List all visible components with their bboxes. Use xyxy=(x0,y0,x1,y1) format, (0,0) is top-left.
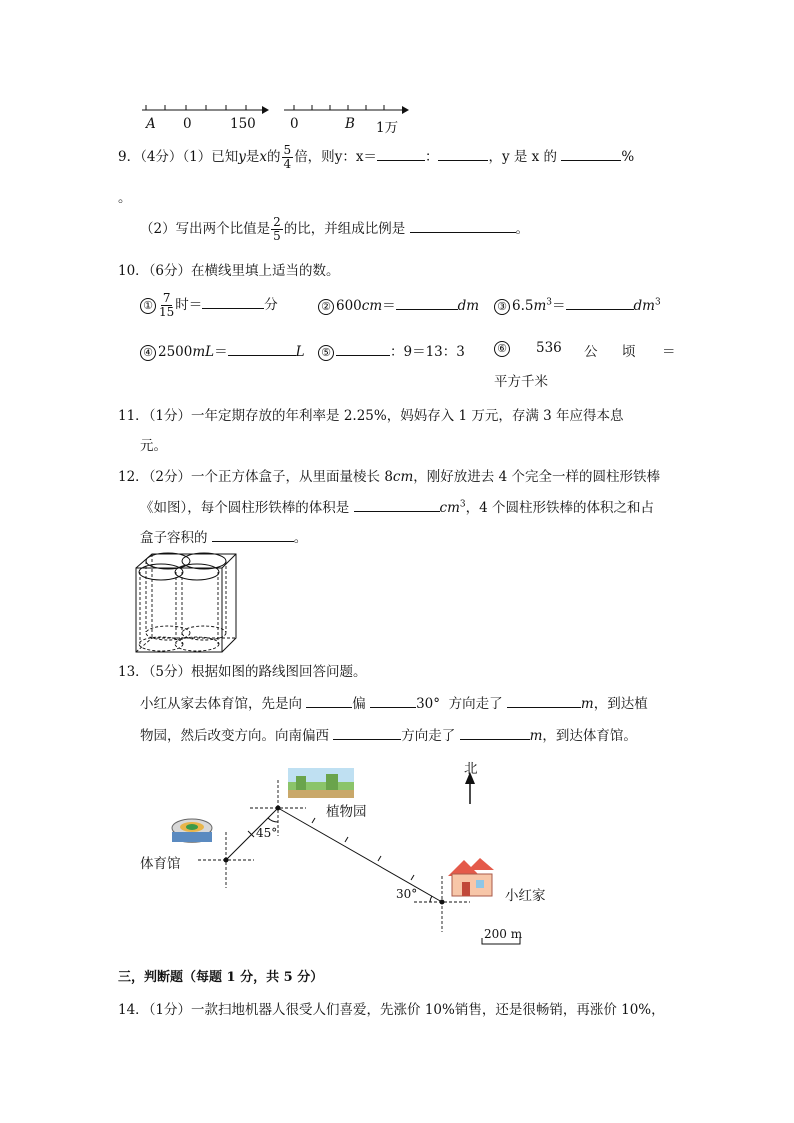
map-scale-label: 200 m xyxy=(484,927,523,941)
q10-blank-1[interactable] xyxy=(202,294,264,309)
map-home-label: 小红家 xyxy=(505,888,546,904)
numberline2-label-0: 0 xyxy=(290,116,299,132)
numberline-label-0: 0 xyxy=(183,116,192,132)
q10-item-6: ⑥ 536 公 顷 ＝ xyxy=(494,340,674,357)
q10-blank-3[interactable] xyxy=(566,295,634,310)
q9-line2: （2）写出两个比值是 $\frac{2}{5}$ 的比，并组成比例是 。 xyxy=(140,215,530,243)
q13-prompt: 13．（5分）根据如图的路线图回答问题。 xyxy=(118,664,367,680)
q10-prompt: 10．（6分）在横线里填上适当的数。 xyxy=(118,263,340,279)
q13-blank-5[interactable] xyxy=(460,725,530,740)
botanical-garden-icon xyxy=(288,768,354,798)
section3-title: 三，判断题（每题 1 分，共 5 分） xyxy=(118,970,324,985)
numberline-label-150: 150 xyxy=(230,116,256,132)
map-north-label: 北 xyxy=(464,761,478,777)
q10-blank-5[interactable] xyxy=(336,341,390,356)
q13-blank-4[interactable] xyxy=(333,725,401,740)
q10-item-5: ⑤ ：9＝13：3 xyxy=(318,340,465,361)
q9-blank-4[interactable] xyxy=(410,218,516,233)
q10-item-6-unit: 平方千米 xyxy=(494,374,548,390)
stadium-icon xyxy=(172,819,212,843)
cube-cylinders-figure xyxy=(134,552,238,654)
route-map xyxy=(130,752,550,952)
q12-line1: 12．（2分）一个正方体盒子，从里面量棱长 8cm，刚好放进去 4 个完全一样的圆柱形铁棒 xyxy=(118,469,660,485)
map-angle-30: 30° xyxy=(396,887,418,901)
q13-blank-3[interactable] xyxy=(507,693,581,708)
numberline-label-a: A xyxy=(146,116,156,132)
house-icon xyxy=(448,858,494,896)
fraction-5-4: $\frac{5}{4}$ xyxy=(283,143,292,171)
q14-line1: 14．（1分）一款扫地机器人很受人们喜爱，先涨价 10%销售，还是很畅销，再涨价 10%， xyxy=(118,1002,665,1018)
fraction-2-5: $\frac{2}{5}$ xyxy=(273,215,281,243)
q10-item-3: ③ $6.5m^3= dm^3$ xyxy=(494,294,661,315)
q12-blank-1[interactable] xyxy=(354,497,440,512)
map-angle-45: 45° xyxy=(256,826,278,840)
q9-blank-3[interactable] xyxy=(561,146,621,161)
q13-blank-2[interactable] xyxy=(370,693,416,708)
q9-line1: 9．（4分）（1）已知y是x的 $\frac{5}{4}$ 倍，则y：x＝ ： ，y 是 x 的 % xyxy=(118,143,635,171)
q9-period: 。 xyxy=(118,190,132,206)
q11-line2: 元。 xyxy=(140,438,167,454)
q9-blank-1[interactable] xyxy=(377,146,425,161)
q12-blank-2[interactable] xyxy=(212,527,294,542)
q13-line2: 物园，然后改变方向。向南偏西 方向走了 m，到达体育馆。 xyxy=(140,724,637,744)
q11-line1: 11．（1分）一年定期存放的年利率是 2.25%，妈妈存入 1 万元，存满 3 年应得本息 xyxy=(118,408,624,424)
numberline2-label-b: B xyxy=(345,116,355,132)
q10-item-1: ① $\frac{7}{15}$ 时＝ 分 xyxy=(140,292,278,319)
q9-blank-2[interactable] xyxy=(438,146,488,161)
q12-line3: 盒子容积的 。 xyxy=(140,526,307,546)
q13-line1: 小红从家去体育馆，先是向 偏 30° 方向走了 m，到达植 xyxy=(140,692,648,712)
q10-blank-4[interactable] xyxy=(228,341,296,356)
q10-item-4: ④ 2500mL＝ L xyxy=(140,340,305,361)
q13-blank-1[interactable] xyxy=(306,693,352,708)
numberline2-label-10k: 1万 xyxy=(376,120,399,136)
q10-item-2: ② 600cm＝ dm xyxy=(318,294,479,315)
map-botanical-label: 植物园 xyxy=(326,804,367,820)
q12-line2: 《如图），每个圆柱形铁棒的体积是 $cm^3$，4 个圆柱形铁棒的体积之和占 xyxy=(140,496,654,516)
map-stadium-label: 体育馆 xyxy=(140,856,181,872)
q10-blank-2[interactable] xyxy=(396,295,458,310)
